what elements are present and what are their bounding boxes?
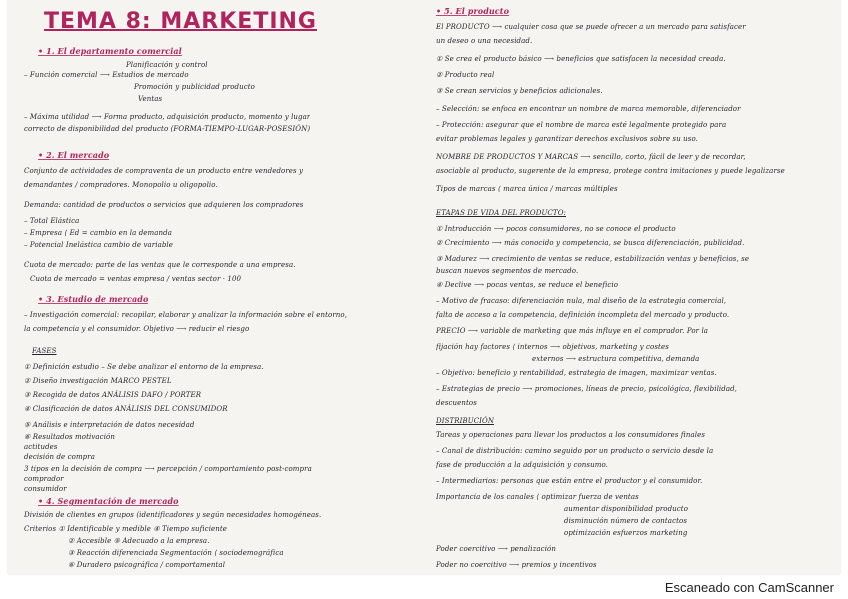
note-line: Planificación y control (126, 61, 208, 69)
note-line: un deseo o una necesidad. (436, 37, 533, 45)
note-line: Tareas y operaciones para llevar los productos a los consumidores finales (436, 431, 706, 439)
note-line: ③ Reacción diferenciada Segmentación ⟨ sociodemográfica (68, 549, 284, 557)
note-line: externos ⟶ estructura competitiva, demanda (532, 355, 700, 363)
note-line: – Potencial Inelástica cambio de variable (24, 241, 174, 249)
note-line: – Empresa ⟨ Ed = cambio en la demanda (24, 229, 172, 237)
note-line: – Motivo de fracaso: diferenciación nula, mal diseño de la estrategia comercial, (436, 297, 727, 305)
right-column (432, 0, 840, 574)
note-line: falta de acceso a la competencia, definición incompleta del mercado y producto. (436, 311, 730, 319)
note-line: actitudes (24, 443, 58, 451)
note-line: ③ Recogida de datos ANÁLISIS DAFO / PORTER (24, 391, 202, 399)
note-line: – Canal de distribución: camino seguido por un producto o servicio desde la (436, 447, 714, 455)
fases-heading: FASES (32, 347, 57, 355)
note-line: correcto de disponibilidad del producto (FORMA-TIEMPO-LUGAR-POSESIÓN) (24, 125, 311, 133)
note-line: descuentos (436, 399, 477, 407)
note-line: Conjunto de actividades de compraventa de un producto entre vendedores y (24, 167, 304, 175)
note-line: decisión de compra (24, 453, 95, 461)
scanner-watermark: Escaneado con CamScanner (664, 580, 834, 595)
note-line: Ventas (138, 95, 163, 103)
section-heading: • 5. El producto (436, 6, 510, 16)
note-line: evitar problemas legales y garantizar derechos exclusivos sobre su uso. (436, 135, 698, 143)
section-heading: • 2. El mercado (38, 150, 110, 160)
scanned-note-page (8, 0, 840, 574)
note-line: – Objetivo: beneficio y rentabilidad, estrategia de imagen, maximizar ventas. (436, 369, 717, 377)
note-line: – Investigación comercial: recopilar, elaborar y analizar la información sobre el entorno, (24, 311, 348, 319)
note-line: ① Definición estudio – Se debe analizar el entorno de la empresa. (24, 363, 264, 371)
section-heading: • 3. Estudio de mercado (38, 294, 149, 304)
note-line: – Estrategias de precio ⟶ promociones, líneas de precio, psicológica, flexibilidad, (436, 385, 738, 393)
note-line: ⑥ Duradero psicográfica / comportamental (68, 561, 226, 569)
note-line: aumentar disponibilidad producto (564, 505, 689, 513)
note-line: ① Se crea el producto básico ⟶ beneficios que satisfacen la necesidad creada. (436, 55, 726, 63)
left-column (16, 0, 424, 574)
note-line: ④ Clasificación de datos ANÁLISIS DEL CONSUMIDOR (24, 405, 228, 413)
note-line: ② Crecimiento ⟶ más conocido y competencia, se busca diferenciación, publicidad. (436, 239, 745, 247)
note-line: – Máxima utilidad ⟶ Forma producto, adquisición producto, momento y lugar (24, 113, 311, 121)
note-line: fase de producción a la adquisición y consumo. (436, 461, 608, 469)
note-line: ① Introducción ⟶ pocos consumidores, no se conoce el producto (436, 225, 676, 233)
note-line: comprador (24, 475, 64, 483)
note-line: Poder no coercitivo ⟶ premios y incentivos (436, 561, 597, 569)
page-title: TEMA 8: MARKETING (44, 9, 317, 34)
subsection-heading: ETAPAS DE VIDA DEL PRODUCTO: (436, 209, 567, 217)
note-line: la competencia y el consumidor. Objetivo ⟶ reducir el riesgo (24, 325, 250, 333)
note-line: Poder coercitivo ⟶ penalización (436, 545, 556, 553)
note-line: ② Diseño investigación MARCO PESTEL (24, 377, 172, 385)
note-line: Demanda: cantidad de productos o servicios que adquieren los compradores (24, 201, 304, 209)
note-line: ⑥ Resultados motivación (24, 433, 115, 441)
note-line: Cuota de mercado: parte de las ventas que le corresponde a una empresa. (24, 261, 296, 269)
note-line: El PRODUCTO ⟶ cualquier cosa que se puede ofrecer a un mercado para satisfacer (436, 23, 746, 31)
note-line: – Protección: asegurar que el nombre de marca esté legalmente protegido para (436, 121, 727, 129)
note-line: asociable al producto, sugerente de la empresa, protege contra imitaciones y puede legalizarse (436, 167, 785, 175)
subsection-heading: DISTRIBUCIÓN (436, 417, 495, 425)
note-line: fijación hay factores ⟨ internos ⟶ objetivos, marketing y costes (436, 343, 669, 351)
note-line: buscan nuevos segmentos de mercado. (436, 267, 579, 275)
note-line: Promoción y publicidad producto (134, 83, 255, 91)
note-line: – Intermediarios: personas que están entre el productor y el consumidor. (436, 477, 703, 485)
note-line: División de clientes en grupos (identificadores y según necesidades homogéneas. (24, 511, 322, 519)
note-line: ③ Madurez ⟶ crecimiento de ventas se reduce, estabilización ventas y beneficios, se (436, 255, 750, 263)
note-line: – Total Elástica (24, 217, 80, 225)
note-line: – Selección: se enfoca en encontrar un nombre de marca memorable, diferenciador (436, 105, 741, 113)
note-line: 3 tipos en la decisión de compra ⟶ percepción / comportamiento post-compra (24, 465, 312, 473)
note-line: ② Accesible ⑤ Adecuado a la empresa. (68, 537, 210, 545)
note-line: consumidor (24, 485, 67, 493)
note-line: ② Producto real (436, 71, 495, 79)
note-line: disminución número de contactos (564, 517, 688, 525)
note-line: NOMBRE DE PRODUCTOS Y MARCAS ⟶ sencillo, corto, fácil de leer y de recordar, (436, 153, 746, 161)
note-line: Criterios ① Identificable y medible ④ Tiempo suficiente (24, 525, 228, 533)
note-line: demandantes / compradores. Monopolio u oligopolio. (24, 181, 218, 189)
note-line: ⑤ Análisis e interpretación de datos necesidad (24, 421, 195, 429)
note-line: Tipos de marcas ⟨ marca única / marcas múltiples (436, 185, 618, 193)
note-line: ③ Se crean servicios y beneficios adicionales. (436, 87, 603, 95)
note-line: Cuota de mercado = ventas empresa / ventas sector · 100 (30, 275, 242, 283)
note-line: Importancia de los canales ⟨ optimizar fuerza de ventas (436, 493, 639, 501)
section-heading: • 4. Segmentación de mercado (38, 496, 179, 506)
note-line: PRECIO ⟶ variable de marketing que más influye en el comprador. Por la (436, 327, 709, 335)
note-line: ④ Declive ⟶ pocas ventas, se reduce el beneficio (436, 281, 619, 289)
note-line: optimización esfuerzos marketing (564, 529, 688, 537)
section-heading: • 1. El departamento comercial (38, 46, 182, 56)
note-line: – Función comercial ⟶ Estudios de mercado (24, 71, 189, 79)
